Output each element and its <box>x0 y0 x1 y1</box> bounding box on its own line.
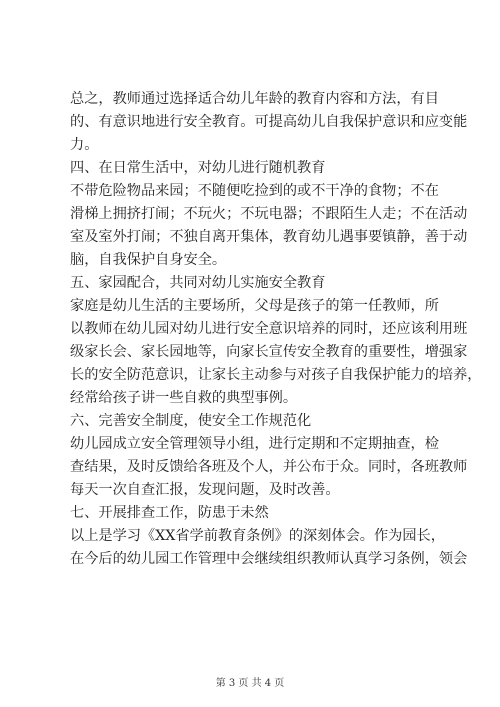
text-line: 家庭是幼儿生活的主要场所，父母是孩子的第一任教师，所 <box>70 298 439 314</box>
text-line: 不带危险物品来园；不随便吃捡到的或不干净的食物；不在 <box>70 183 439 199</box>
document-body <box>70 88 482 571</box>
page-number-footer: 第 3 页 共 4 页 <box>215 678 285 689</box>
text-line: 查结果，及时反馈给各班及个人，并公布于众。同时，各班教师 <box>70 459 468 475</box>
text-line: 经常给孩子讲一些自救的典型事例。 <box>70 390 298 406</box>
text-line: 长的安全防范意识，让家长主动参与对孩子自我保护能力的培养， <box>70 367 482 383</box>
section-heading-7: 七、开展排查工作，防患于未然 <box>70 505 269 521</box>
text-line: 的、有意识地进行安全教育。可提高幼儿自我保护意识和应变能 <box>70 114 468 130</box>
text-line: 以上是学习《XX省学前教育条例》的深刻体会。作为园长， <box>70 528 445 544</box>
text-line: 室及室外打闹；不独自离开集体，教育幼儿遇事要镇静，善于动 <box>70 229 468 245</box>
text-line: 在今后的幼儿园工作管理中会继续组织教师认真学习条例，领会 <box>70 551 468 567</box>
text-line: 以教师在幼儿园对幼儿进行安全意识培养的同时，还应该利用班 <box>70 321 468 337</box>
text-line: 幼儿园成立安全管理领导小组，进行定期和不定期抽查，检 <box>70 436 439 452</box>
text-line: 滑梯上拥挤打闹；不玩火；不玩电器；不跟陌生人走；不在活动 <box>70 206 468 222</box>
text-line: 总之，教师通过选择适合幼儿年龄的教育内容和方法，有目 <box>70 91 439 107</box>
section-heading-4: 四、在日常生活中，对幼儿进行随机教育 <box>70 160 326 176</box>
section-heading-6: 六、完善安全制度，使安全工作规范化 <box>70 413 312 429</box>
text-line: 力。 <box>70 137 99 153</box>
text-line: 级家长会、家长园地等，向家长宣传安全教育的重要性，增强家 <box>70 344 468 360</box>
section-heading-5: 五、家园配合，共同对幼儿实施安全教育 <box>70 275 326 291</box>
text-line: 每天一次自查汇报，发现问题，及时改善。 <box>70 482 340 498</box>
text-line: 脑，自我保护自身安全。 <box>70 252 227 268</box>
